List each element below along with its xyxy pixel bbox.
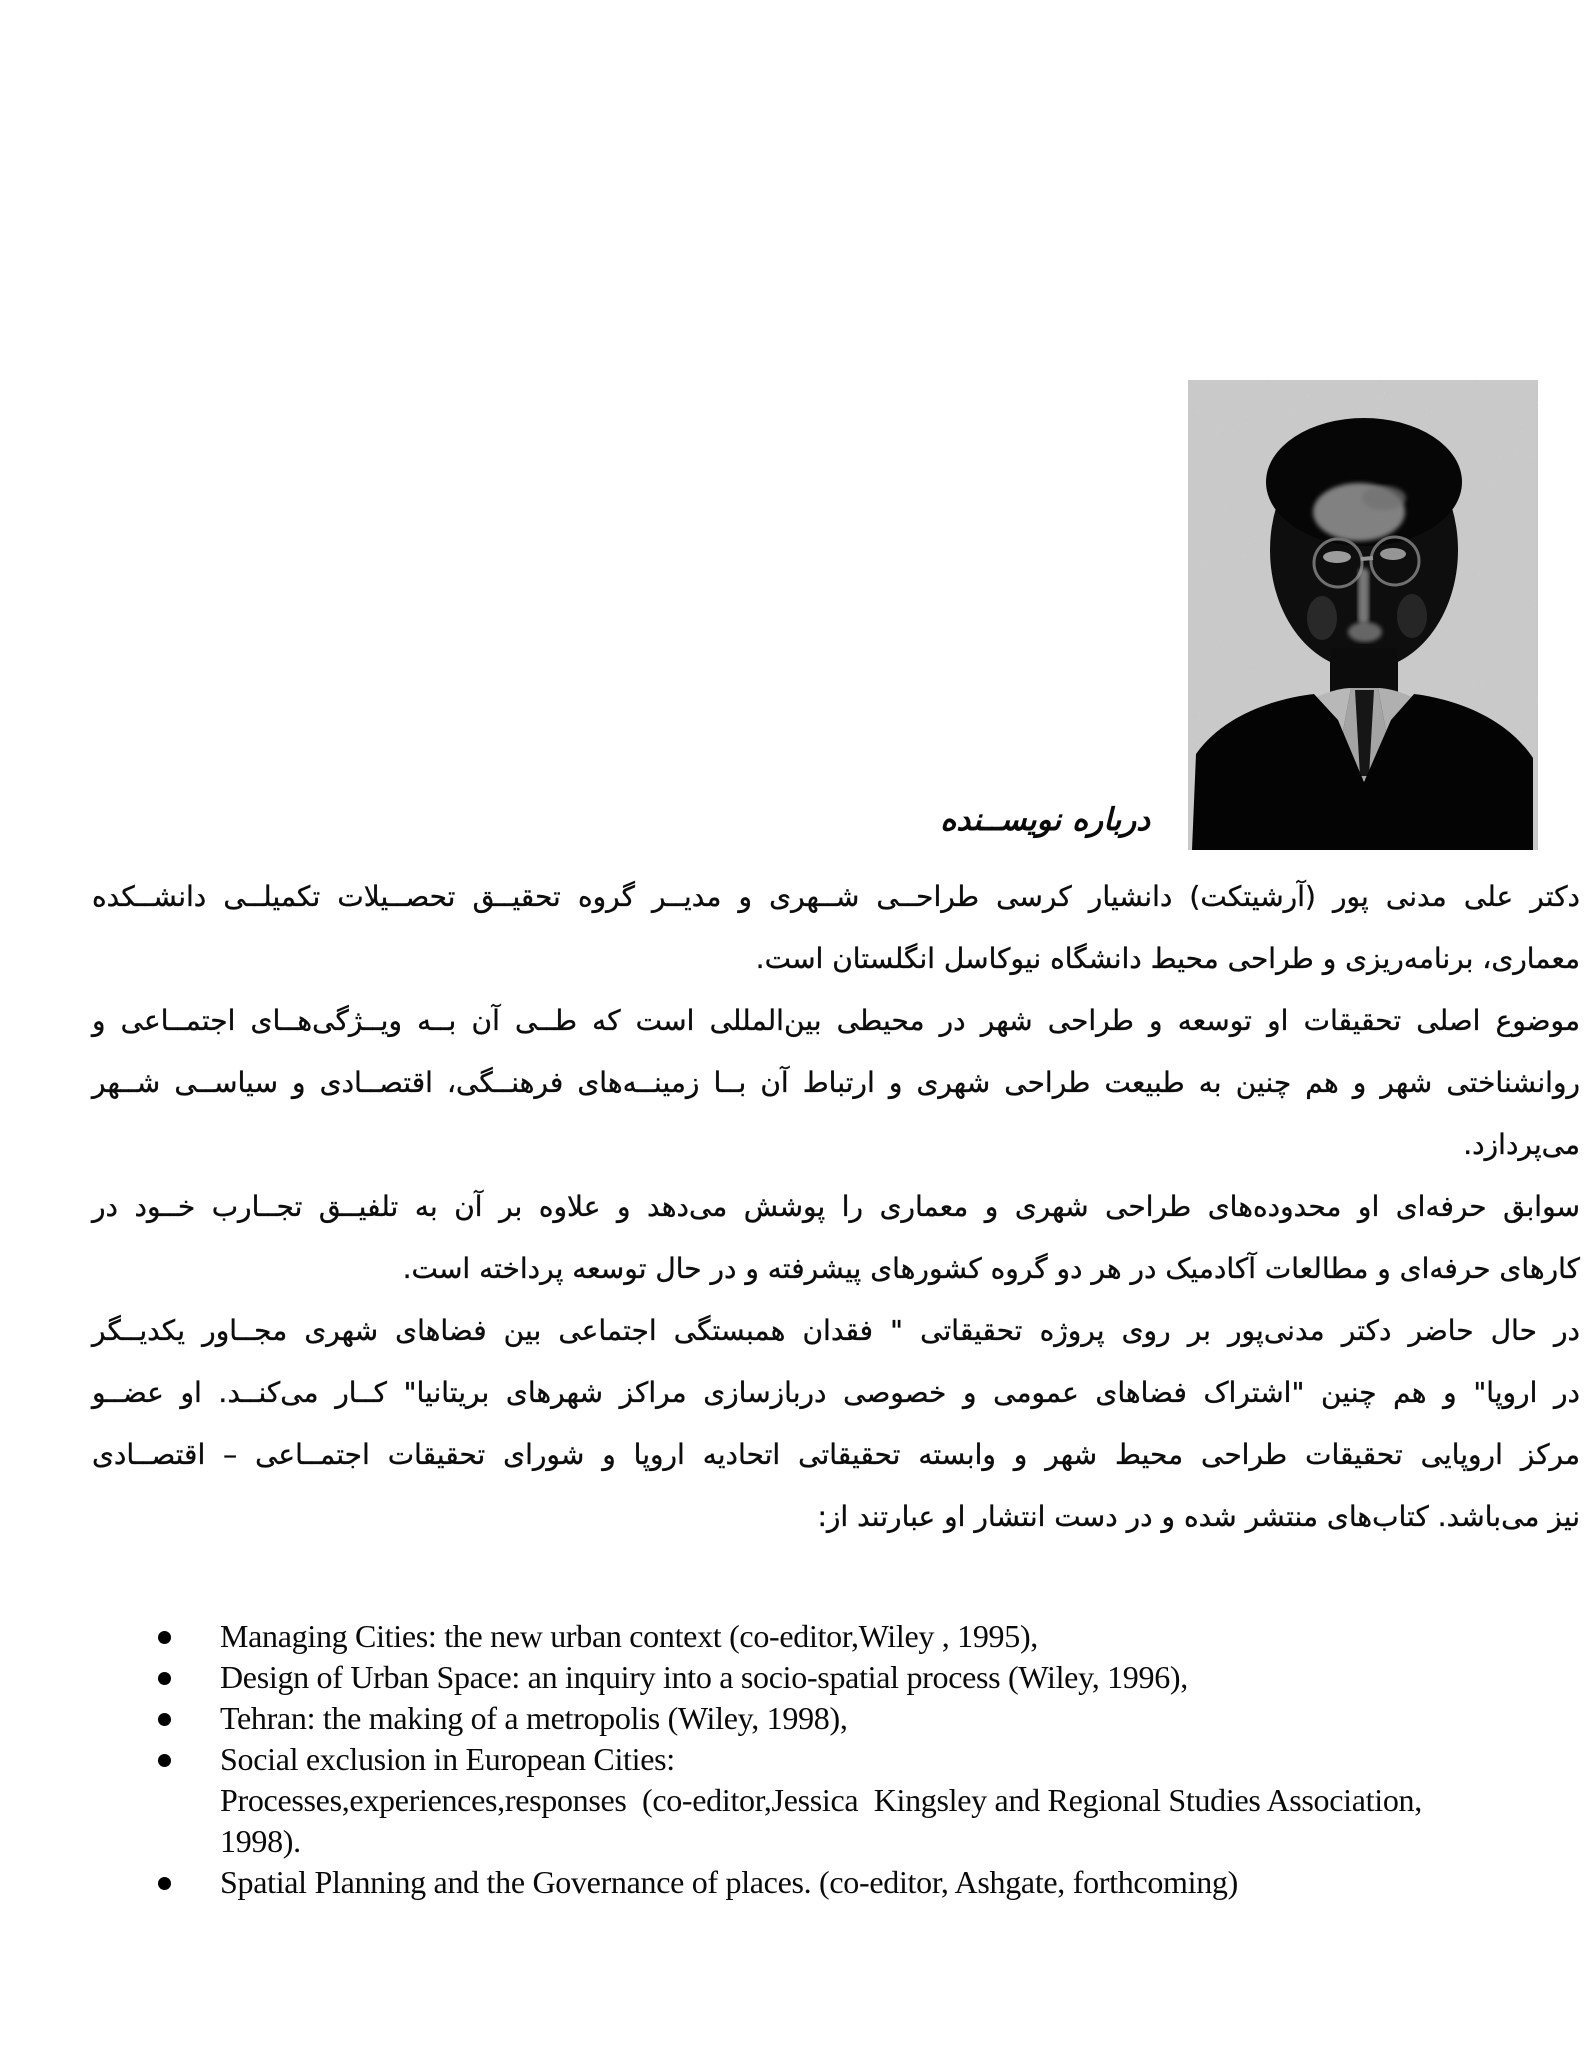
book-item [158, 1698, 1548, 1739]
book-title-line: Processes,experiences,responses (co-editor,Jessica Kingsley and Regional Studies Association, [220, 1782, 1422, 1818]
book-list [158, 1616, 1548, 1903]
book-item [158, 1616, 1548, 1657]
about-author-heading: درباره نویســنده [940, 802, 1150, 838]
book-title-line: Tehran: the making of a metropolis (Wiley, 1998), [220, 1700, 848, 1736]
book-item [158, 1739, 1548, 1862]
about-line: مرکز اروپایی تحقیقات طراحی محیط شهر و وابسته تحقیقاتی اتحادیه اروپا و شورای تحقیقات اجتمــاعی – اقتصــادی [92, 1438, 1580, 1471]
book-title [220, 1739, 1548, 1862]
bullet-icon [158, 1754, 171, 1767]
about-line: سوابق حرفه‌ای او محدوده‌های طراحی شهری و معماری را پوشش می‌دهد و علاوه بر آن به تلفیــق تجــارب خــود در [92, 1190, 1580, 1223]
about-line: در اروپا" و هم چنین "اشتراک فضاهای عمومی و خصوصی دربازسازی مراکز شهرهای بریتانیا" کــار می‌کنــد. او عضــو [92, 1376, 1580, 1409]
about-line: دکتر علی مدنی پور (آرشیتکت) دانشیار کرسی طراحــی شــهری و مدیــر گروه تحقیــق تحصــیلات تکمیلــی دانشــکده [92, 880, 1580, 913]
book-title-line: 1998). [220, 1823, 301, 1859]
book-title [220, 1698, 1548, 1739]
book-title-line: Design of Urban Space: an inquiry into a socio-spatial process (Wiley, 1996), [220, 1659, 1188, 1695]
book-title [220, 1616, 1548, 1657]
about-line: کارهای حرفه‌ای و مطالعات آکادمیک در هر دو گروه کشورهای پیشرفته و در حال توسعه پرداخته است. [402, 1252, 1580, 1285]
about-line: روانشناختی شهر و هم چنین به طبیعت طراحی شهری و ارتباط آن بــا زمینــه‌های فرهنــگی، اقتصــادی و سیاســی شــهر [92, 1066, 1580, 1099]
book-item [158, 1657, 1548, 1698]
book-title [220, 1862, 1548, 1903]
author-photo [1188, 380, 1538, 850]
about-line: موضوع اصلی تحقیقات او توسعه و طراحی شهر در محیطی بین‌المللی است که طــی آن بــه ویــژگی‌هــای اجتمــاعی و [92, 1004, 1580, 1037]
about-line: نیز می‌باشد. کتاب‌های منتشر شده و در دست انتشار او عبارتند از: [817, 1500, 1580, 1533]
bullet-icon [158, 1631, 171, 1644]
author-photo-illustration [1188, 380, 1538, 850]
book-title-line: Spatial Planning and the Governance of places. (co-editor, Ashgate, forthcoming) [220, 1864, 1238, 1900]
about-line: در حال حاضر دکتر مدنی‌پور بر روی پروژه تحقیقاتی " فقدان همبستگی اجتماعی بین فضاهای شهری مجــاور یکدیــگر [92, 1314, 1580, 1347]
bullet-icon [158, 1713, 171, 1726]
about-paragraph-lines [92, 866, 1580, 1548]
about-line: معماری، برنامه‌ریزی و طراحی محیط دانشگاه نیوکاسل انگلستان است. [755, 942, 1580, 975]
book-item [158, 1862, 1548, 1903]
about-line: می‌پردازد. [1463, 1128, 1580, 1161]
book-title [220, 1657, 1548, 1698]
bullet-icon [158, 1877, 171, 1890]
bullet-icon [158, 1672, 171, 1685]
book-title-line: Managing Cities: the new urban context (co-editor,Wiley , 1995), [220, 1618, 1039, 1654]
book-title-line: Social exclusion in European Cities: [220, 1741, 675, 1777]
